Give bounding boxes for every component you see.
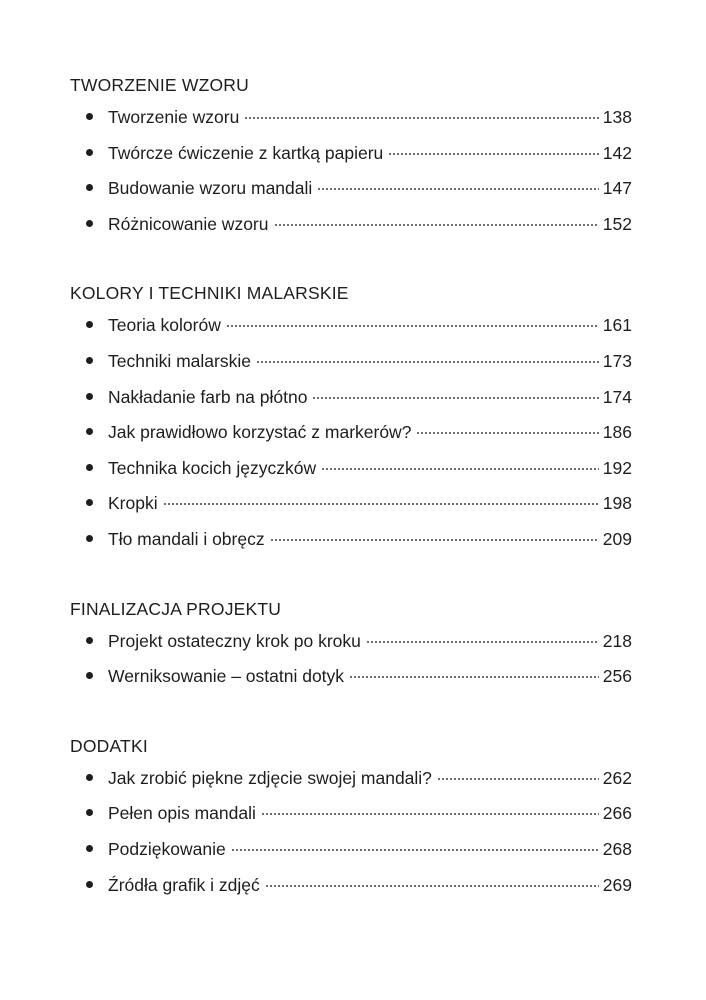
entry-label: Pełen opis mandali (108, 803, 256, 824)
entry-label: Jak zrobić piękne zdjęcie swojej mandali? (108, 767, 432, 788)
section-title: FINALIZACJA PROJEKTU (70, 598, 282, 619)
entry-page-number: 198 (602, 493, 632, 514)
bullet-icon (86, 845, 93, 852)
dot-leader (270, 539, 599, 541)
toc-entry[interactable] (70, 798, 636, 834)
bullet-icon (86, 672, 93, 679)
entry-label: Kropki (108, 493, 158, 514)
bullet-icon (86, 149, 93, 156)
table-of-contents (70, 72, 636, 941)
toc-entry[interactable] (70, 488, 636, 524)
entry-page-number: 268 (602, 838, 632, 859)
bullet-icon (86, 637, 93, 644)
dot-leader (256, 361, 599, 363)
bullet-icon (86, 499, 93, 506)
dot-leader (244, 117, 598, 119)
entry-page-number: 138 (602, 107, 632, 127)
entry-page-number: 209 (602, 528, 632, 549)
entry-page-number: 186 (602, 422, 632, 443)
section-title: TWORZENIE WZORU (70, 75, 249, 95)
entry-label: Technika kocich języczków (108, 457, 317, 478)
entry-page-number: 142 (602, 142, 632, 163)
dot-leader (274, 224, 599, 226)
bullet-icon (86, 184, 93, 191)
entry-page-number: 262 (602, 767, 632, 788)
bullet-icon (86, 428, 93, 435)
toc-entry[interactable] (70, 310, 636, 346)
toc-entry[interactable] (70, 102, 636, 138)
toc-entry[interactable] (70, 209, 636, 245)
toc-entry[interactable] (70, 138, 636, 174)
dot-leader (388, 153, 599, 155)
entry-list (70, 310, 636, 559)
toc-section-finalizacja (70, 596, 636, 697)
dot-leader (349, 676, 599, 678)
entry-label: Werniksowanie – ostatni dotyk (108, 666, 345, 687)
toc-entry[interactable] (70, 382, 636, 418)
bullet-icon (86, 881, 93, 888)
entry-page-number: 152 (602, 213, 632, 234)
dot-leader (226, 325, 599, 327)
toc-section-tworzenie-wzoru (70, 72, 636, 244)
dot-leader (321, 468, 599, 470)
entry-page-number: 192 (602, 457, 632, 478)
entry-label: Podziękowanie (108, 838, 226, 859)
entry-label: Nakładanie farb na płótno (108, 386, 308, 407)
bullet-icon (86, 113, 93, 120)
toc-entry[interactable] (70, 417, 636, 453)
entry-label: Projekt ostateczny krok po kroku (108, 630, 361, 651)
entry-page-number: 256 (602, 666, 632, 687)
entry-label: Budowanie wzoru mandali (108, 178, 313, 199)
bullet-icon (86, 357, 93, 364)
entry-label: Źródła grafik i zdjęć (108, 874, 260, 895)
entry-page-number: 173 (602, 350, 632, 371)
dot-leader (265, 885, 599, 887)
toc-entry[interactable] (70, 346, 636, 382)
section-title: DODATKI (70, 735, 148, 756)
entry-list (70, 102, 636, 244)
entry-list (70, 763, 636, 905)
dot-leader (437, 778, 599, 780)
entry-label: Różnicowanie wzoru (108, 213, 269, 234)
entry-page-number: 174 (602, 386, 632, 407)
section-title: KOLORY I TECHNIKI MALARSKIE (70, 283, 349, 304)
dot-leader (231, 849, 599, 851)
entry-label: Techniki malarskie (108, 350, 251, 371)
bullet-icon (86, 535, 93, 542)
entry-page-number: 269 (602, 874, 632, 895)
entry-page-number: 147 (602, 178, 632, 199)
dot-leader (261, 813, 599, 815)
entry-label: Teoria kolorów (108, 315, 221, 336)
toc-entry[interactable] (70, 626, 636, 662)
dot-leader (163, 503, 599, 505)
entry-page-number: 161 (602, 315, 632, 336)
bullet-icon (86, 464, 93, 471)
toc-entry[interactable] (70, 763, 636, 799)
toc-section-dodatki (70, 733, 636, 905)
entry-label: Twórcze ćwiczenie z kartką papieru (108, 142, 384, 163)
toc-entry[interactable] (70, 173, 636, 209)
toc-entry[interactable] (70, 661, 636, 697)
entry-page-number: 266 (602, 803, 632, 824)
dot-leader (312, 397, 598, 399)
bullet-icon (86, 393, 93, 400)
toc-entry[interactable] (70, 870, 636, 906)
dot-leader (416, 432, 598, 434)
toc-entry[interactable] (70, 453, 636, 489)
bullet-icon (86, 774, 93, 781)
toc-section-kolory (70, 280, 636, 559)
entry-list (70, 626, 636, 697)
entry-label: Tworzenie wzoru (108, 107, 240, 127)
toc-entry[interactable] (70, 834, 636, 870)
bullet-icon (86, 220, 93, 227)
entry-label: Jak prawidłowo korzystać z markerów? (108, 422, 412, 443)
bullet-icon (86, 321, 93, 328)
entry-label: Tło mandali i obręcz (108, 528, 265, 549)
dot-leader (366, 641, 599, 643)
toc-entry[interactable] (70, 524, 636, 560)
entry-page-number: 218 (602, 630, 632, 651)
bullet-icon (86, 809, 93, 816)
dot-leader (317, 188, 599, 190)
